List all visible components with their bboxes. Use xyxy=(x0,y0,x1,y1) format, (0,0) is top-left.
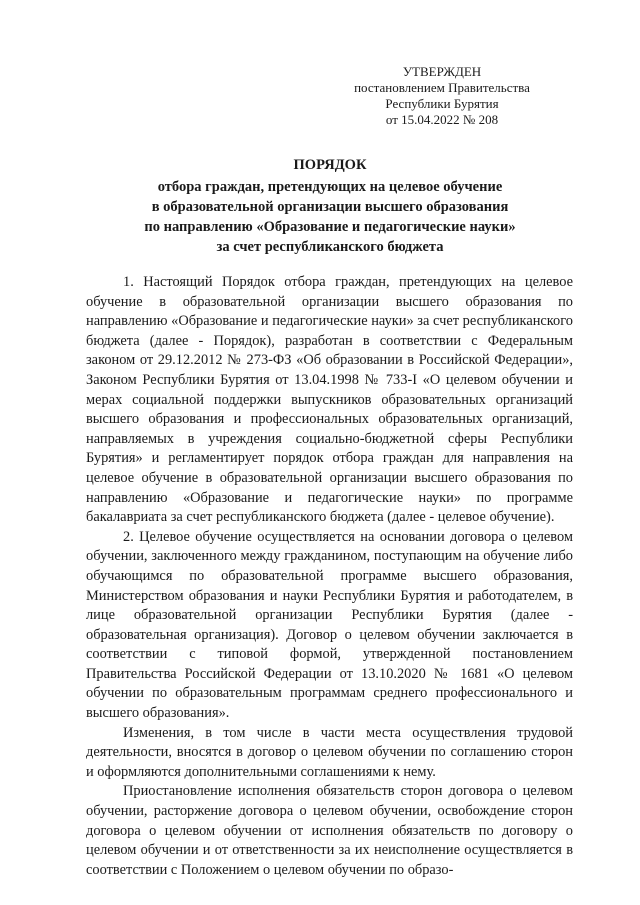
title-line-4: за счет республиканского бюджета xyxy=(216,239,444,255)
paragraph-3: Изменения, в том числе в части места осуществления трудовой деятельности, вносятся в договор о целевом обучении по соглашению сторон и оформляются дополнительными соглашениями к нему. xyxy=(86,724,573,780)
document-body xyxy=(86,273,573,880)
title-line-1: отбора граждан, претендующих на целевое обучение xyxy=(157,179,503,195)
approval-stamp xyxy=(342,64,542,128)
approval-date-number: от 15.04.2022 № 208 xyxy=(385,112,499,127)
title-main: ПОРЯДОК xyxy=(293,157,367,173)
paragraph-4: Приостановление исполнения обязательств сторон договора о целевом обучении, расторжение договора о целевом обучении, освобождение сторон договора о целевом обучении от исполнения обязательств по договору о целевом обучении и от ответственности за их неисполнение осуществляется в соответствии с Положением о целевом обучении по образо- xyxy=(86,783,573,878)
paragraph-2: 2. Целевое обучение осуществляется на основании договора о целевом обучении, заключенного между гражданином, поступающим на обучение либо обучающимся по образовательной программе высшего образования, Министерством образования и науки Республики Бурятия и работодателем, в лице образовательной организации Республики Бурятия (далее - образовательная организация). Договор о целевом обучении заключается в соответствии с типовой формой, утвержденной постановлением Правительства Российской Федерации от 13.10.2020 № 1681 «О целевом обучении по образовательным программам среднего профессионального и высшего образования». xyxy=(86,528,573,722)
title-line-2: в образовательной организации высшего образования xyxy=(151,199,509,215)
title-line-3: по направлению «Образование и педагогические науки» xyxy=(144,219,516,235)
approval-region: Республики Бурятия xyxy=(385,96,499,111)
document-title xyxy=(80,155,580,257)
paragraph-1: 1. Настоящий Порядок отбора граждан, претендующих на целевое обучение в образовательной организации высшего образования по направлению «Образование и педагогические науки» за счет республиканского бюджета (далее - Порядок), разработан в соответствии с Федеральным законом от 29.12.2012 № 273-ФЗ «Об образовании в Российской Федерации», Законом Республики Бурятия от 13.04.1998 № 733-I «О целевом обучении и мерах социальной поддержки выпускников образовательных организаций высшего образования и профессиональных образовательных организаций, направляемых в учреждения социально-бюджетной сферы Республики Бурятия» и регламентирует порядок отбора граждан для направления на целевое обучение в образовательной организации высшего образования по направлению «Образование и педагогические науки» по программе бакалавриата за счет республиканского бюджета (далее - целевое обучение). xyxy=(86,274,573,526)
approval-authority: постановлением Правительства xyxy=(354,80,530,95)
approval-heading: УТВЕРЖДЕН xyxy=(402,64,482,79)
